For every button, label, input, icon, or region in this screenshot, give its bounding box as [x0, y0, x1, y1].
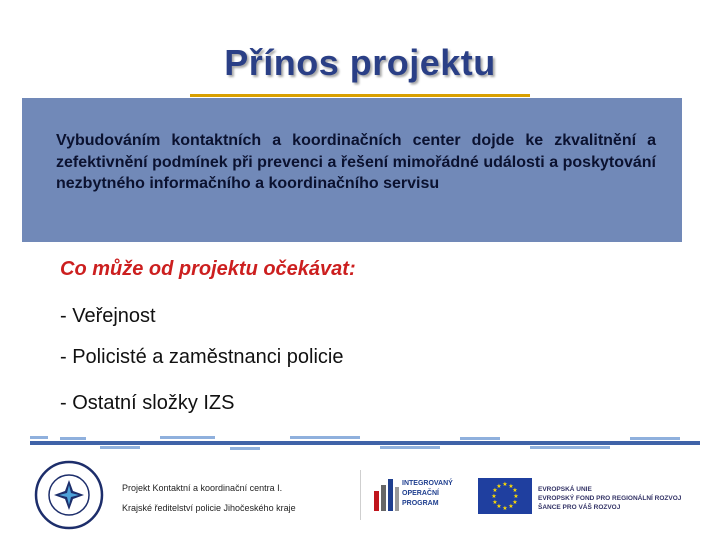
- svg-text:★: ★: [502, 481, 508, 488]
- svg-text:★: ★: [512, 487, 518, 494]
- summary-text: Vybudováním kontaktních a koordinačních center dojde ke zkvalitnění a zefektivnění podmínek při prevenci a řešení mimořádné události a poskytování nezbytného informačního a koordinačního servisu: [56, 132, 656, 192]
- svg-text:★: ★: [512, 499, 518, 506]
- iop-bars-icon: [372, 477, 400, 513]
- footer-divider: [360, 470, 361, 520]
- list-item-police: - Policisté a zaměstnanci policie: [60, 346, 344, 368]
- iop-text-line: OPERAČNÍ: [402, 490, 439, 497]
- svg-text:★: ★: [508, 503, 514, 510]
- eu-text-line: EVROPSKÁ UNIE: [538, 486, 592, 493]
- svg-text:★: ★: [513, 493, 519, 500]
- footer-directorate-line: Krajské ředitelství policie Jihočeského kraje: [122, 503, 296, 513]
- iop-logo: [372, 475, 472, 515]
- eu-text-line: EVROPSKÝ FOND PRO REGIONÁLNÍ ROZVOJ: [538, 495, 682, 502]
- svg-text:★: ★: [496, 483, 502, 490]
- title-underline: [190, 94, 530, 97]
- question-heading: Co může od projektu očekávat:: [60, 258, 356, 280]
- svg-text:★: ★: [496, 503, 502, 510]
- svg-text:★: ★: [491, 493, 497, 500]
- eu-caption: [538, 485, 681, 512]
- svg-text:★: ★: [502, 505, 508, 512]
- svg-text:★: ★: [492, 499, 498, 506]
- police-logo-icon: [34, 460, 104, 530]
- slide-title: Přínos projektu: [224, 42, 496, 83]
- eu-text-line: ŠANCE PRO VÁŠ ROZVOJ: [538, 504, 621, 511]
- eu-flag-icon: [478, 478, 532, 514]
- list-item-izs: - Ostatní složky IZS: [60, 392, 235, 414]
- iop-text-line: INTEGROVANÝ: [402, 480, 453, 487]
- footer-project-line: Projekt Kontaktní a koordinační centra I.: [122, 483, 283, 493]
- decorative-stripe: [30, 436, 700, 450]
- svg-text:★: ★: [508, 483, 514, 490]
- list-item-public: - Veřejnost: [60, 305, 156, 327]
- iop-text-line: PROGRAM: [402, 500, 439, 507]
- svg-text:★: ★: [492, 487, 498, 494]
